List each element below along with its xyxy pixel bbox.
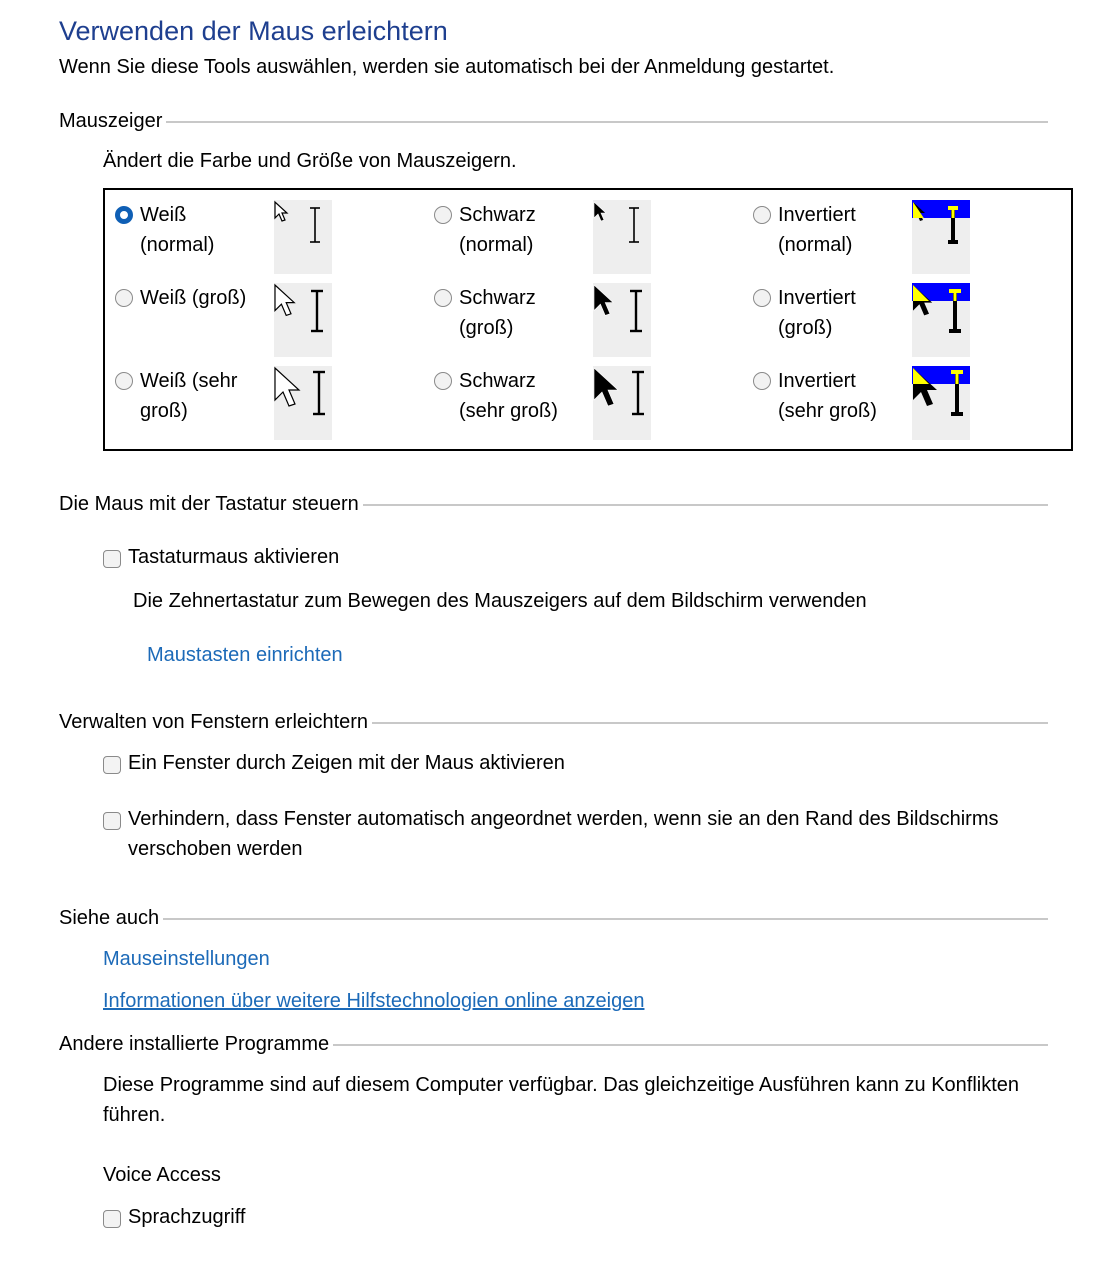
other-programs-description-cont: führen. bbox=[103, 1104, 166, 1126]
section-header-siehe-auch bbox=[59, 906, 1048, 930]
pointer-option-schwarz-gross[interactable] bbox=[434, 283, 734, 363]
section-header-label: Siehe auch bbox=[59, 906, 160, 929]
pointer-option-weiss-normal[interactable] bbox=[115, 200, 415, 280]
pointer-option-label[interactable]: Schwarz (sehr groß) bbox=[459, 370, 558, 422]
section-header-mauszeiger bbox=[59, 109, 1048, 133]
fenster-anordnen-checkbox[interactable] bbox=[103, 812, 121, 830]
ibeam-cursor-icon bbox=[313, 372, 325, 414]
section-header-label: Andere installierte Programme bbox=[59, 1032, 330, 1055]
pointer-option-schwarz-normal[interactable] bbox=[434, 200, 734, 280]
ibeam-cursor-icon bbox=[629, 208, 639, 242]
pointer-description: Ändert die Farbe und Größe von Mauszeigern. bbox=[103, 150, 517, 172]
section-divider bbox=[363, 504, 1048, 506]
pointer-radio-weiss-gross[interactable] bbox=[115, 289, 133, 307]
section-divider bbox=[163, 918, 1048, 920]
tastaturmaus-checkbox[interactable] bbox=[103, 550, 121, 568]
section-divider bbox=[333, 1044, 1048, 1046]
pointer-option-weiss-sehr-gross[interactable] bbox=[115, 366, 415, 446]
pointer-option-invertiert-sehr-gross[interactable] bbox=[753, 366, 1053, 446]
cursor-preview-graphic bbox=[912, 366, 970, 440]
tastaturmaus-checkbox-label[interactable]: Tastaturmaus aktivieren bbox=[128, 546, 340, 568]
pointer-radio-invertiert-normal[interactable] bbox=[753, 206, 771, 224]
pointer-option-label[interactable]: Invertiert (groß) bbox=[778, 287, 856, 339]
cursor-preview-graphic bbox=[593, 283, 651, 357]
ibeam-cursor-icon bbox=[630, 291, 642, 331]
mauseinstellungen-link[interactable]: Mauseinstellungen bbox=[103, 948, 270, 970]
section-divider bbox=[372, 722, 1048, 724]
pointer-preview-schwarz-sehr-gross bbox=[593, 366, 651, 440]
arrow-pointer-icon bbox=[594, 368, 618, 406]
section-header-tastatur bbox=[59, 492, 1048, 516]
cursor-preview-graphic bbox=[912, 283, 970, 357]
pointer-radio-schwarz-normal[interactable] bbox=[434, 206, 452, 224]
cursor-preview-graphic bbox=[593, 366, 651, 440]
cursor-preview-graphic bbox=[593, 200, 651, 274]
pointer-option-label[interactable]: Weiß (sehr groß) bbox=[140, 370, 238, 422]
pointer-radio-schwarz-gross[interactable] bbox=[434, 289, 452, 307]
fenster-anordnen-checkbox-label-cont[interactable]: verschoben werden bbox=[128, 838, 303, 860]
pointer-option-label[interactable]: Schwarz (groß) bbox=[459, 287, 536, 339]
pointer-radio-weiss-normal[interactable] bbox=[115, 206, 133, 224]
pointer-radio-weiss-sehr-gross[interactable] bbox=[115, 372, 133, 390]
maustasten-einrichten-link[interactable]: Maustasten einrichten bbox=[147, 644, 343, 666]
pointer-preview-invertiert-gross bbox=[912, 283, 970, 357]
pointer-option-label[interactable]: Weiß (groß) bbox=[140, 287, 247, 309]
pointer-preview-invertiert-normal bbox=[912, 200, 970, 274]
cursor-preview-graphic bbox=[274, 200, 332, 274]
ibeam-cursor-icon bbox=[310, 208, 320, 242]
pointer-scheme-group bbox=[103, 188, 1073, 451]
section-divider bbox=[166, 121, 1048, 123]
pointer-radio-invertiert-sehr-gross[interactable] bbox=[753, 372, 771, 390]
ibeam-cursor-icon bbox=[311, 291, 323, 331]
arrow-pointer-icon bbox=[275, 285, 294, 315]
pointer-option-invertiert-gross[interactable] bbox=[753, 283, 1053, 363]
pointer-preview-schwarz-gross bbox=[593, 283, 651, 357]
pointer-preview-weiss-normal bbox=[274, 200, 332, 274]
pointer-preview-weiss-sehr-gross bbox=[274, 366, 332, 440]
pointer-option-label[interactable]: Invertiert (sehr groß) bbox=[778, 370, 877, 422]
fenster-anordnen-checkbox-label[interactable]: Verhindern, dass Fenster automatisch angeordnet werden, wenn sie an den Rand des Bildschirms bbox=[128, 808, 999, 830]
hilfstechnologien-online-link[interactable]: Informationen über weitere Hilfstechnologien online anzeigen bbox=[103, 990, 645, 1012]
cursor-preview-graphic bbox=[912, 200, 970, 274]
section-header-label: Verwalten von Fenstern erleichtern bbox=[59, 710, 369, 733]
pointer-radio-invertiert-gross[interactable] bbox=[753, 289, 771, 307]
pointer-option-label[interactable]: Weiß (normal) bbox=[140, 204, 215, 256]
pointer-option-label[interactable]: Invertiert (normal) bbox=[778, 204, 856, 256]
pointer-option-schwarz-sehr-gross[interactable] bbox=[434, 366, 734, 446]
other-programs-description: Diese Programme sind auf diesem Computer verfügbar. Das gleichzeitige Ausführen kann zu Konflikten bbox=[103, 1074, 1020, 1096]
pointer-radio-schwarz-sehr-gross[interactable] bbox=[434, 372, 452, 390]
section-header-label: Mauszeiger bbox=[59, 109, 163, 132]
section-header-fenster bbox=[59, 710, 1048, 734]
page-title: Verwenden der Maus erleichtern bbox=[59, 16, 448, 46]
fenster-zeigen-checkbox[interactable] bbox=[103, 756, 121, 774]
page-subtitle: Wenn Sie diese Tools auswählen, werden sie automatisch bei der Anmeldung gestartet. bbox=[59, 56, 835, 78]
ibeam-cursor-icon bbox=[632, 372, 644, 414]
pointer-preview-schwarz-normal bbox=[593, 200, 651, 274]
pointer-preview-invertiert-sehr-gross bbox=[912, 366, 970, 440]
arrow-pointer-icon bbox=[275, 202, 287, 221]
section-header-label: Die Maus mit der Tastatur steuern bbox=[59, 492, 359, 515]
arrow-pointer-icon bbox=[594, 285, 613, 315]
pointer-option-invertiert-normal[interactable] bbox=[753, 200, 1053, 280]
pointer-option-label[interactable]: Schwarz (normal) bbox=[459, 204, 536, 256]
arrow-pointer-icon bbox=[594, 202, 606, 221]
arrow-pointer-icon bbox=[275, 368, 299, 406]
sprachzugriff-checkbox[interactable] bbox=[103, 1210, 121, 1228]
section-header-andere-programme bbox=[59, 1032, 1048, 1056]
cursor-preview-graphic bbox=[274, 283, 332, 357]
sprachzugriff-checkbox-label[interactable]: Sprachzugriff bbox=[128, 1206, 246, 1228]
cursor-preview-graphic bbox=[274, 366, 332, 440]
fenster-zeigen-checkbox-label[interactable]: Ein Fenster durch Zeigen mit der Maus aktivieren bbox=[128, 752, 565, 774]
program-group-label: Voice Access bbox=[103, 1164, 221, 1186]
tastaturmaus-description: Die Zehnertastatur zum Bewegen des Mauszeigers auf dem Bildschirm verwenden bbox=[133, 590, 867, 612]
pointer-preview-weiss-gross bbox=[274, 283, 332, 357]
pointer-option-weiss-gross[interactable] bbox=[115, 283, 415, 363]
